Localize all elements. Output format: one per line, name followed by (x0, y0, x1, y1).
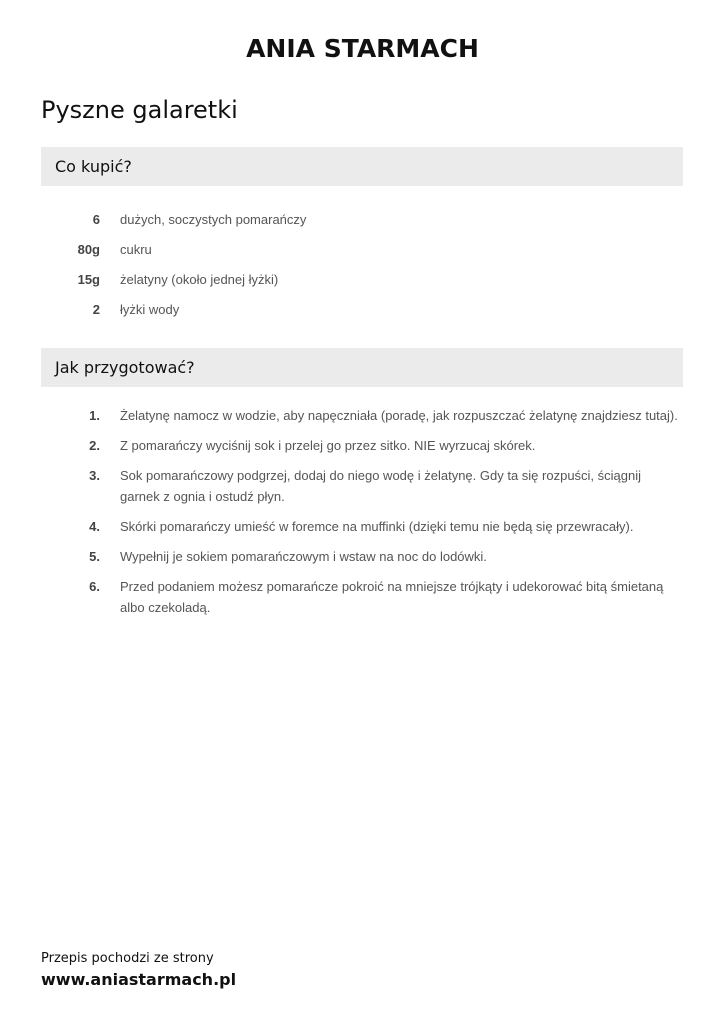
recipe-title: Pyszne galaretki (41, 96, 238, 124)
footer-source-label: Przepis pochodzi ze strony (41, 951, 214, 966)
step-text: Żelatynę namocz w wodzie, aby napęczniała (poradę, jak rozpuszczać żelatynę znajdziesz tutaj). (120, 408, 678, 423)
ingredients-list (41, 204, 683, 324)
step-item (41, 465, 683, 507)
step-number: 3. (89, 468, 100, 483)
step-item (41, 405, 683, 426)
ingredient-quantity: 15g (77, 271, 100, 287)
step-text: Przed podaniem możesz pomarańcze pokroić na mniejsze trójkąty i udekorować bitą śmietaną albo czekoladą. (120, 579, 664, 615)
step-number: 5. (89, 549, 100, 564)
step-item (41, 546, 683, 567)
step-item (41, 576, 683, 618)
steps-section-header: Jak przygotować? (41, 348, 683, 387)
step-number: 2. (89, 438, 100, 453)
step-number: 4. (89, 519, 100, 534)
ingredient-item (41, 204, 683, 234)
step-text: Sok pomarańczowy podgrzej, dodaj do niego wodę i żelatynę. Gdy ta się rozpuści, ściągnij garnek z ognia i ostudź płyn. (120, 468, 642, 504)
ingredient-item (41, 234, 683, 264)
ingredient-item (41, 264, 683, 294)
step-text: Wypełnij je sokiem pomarańczowym i wstaw na noc do lodówki. (120, 549, 487, 564)
brand-title: ANIA STARMACH (246, 34, 479, 63)
ingredient-quantity: 6 (92, 211, 100, 227)
ingredient-name: dużych, soczystych pomarańczy (120, 211, 307, 227)
ingredient-name: cukru (120, 241, 152, 257)
ingredient-name: żelatyny (około jednej łyżki) (120, 271, 279, 287)
ingredient-quantity: 2 (92, 301, 100, 317)
ingredient-name: łyżki wody (120, 301, 180, 317)
steps-list (41, 405, 683, 627)
ingredients-section-header: Co kupić? (41, 147, 683, 186)
step-item (41, 516, 683, 537)
step-number: 6. (89, 579, 100, 594)
footer (41, 949, 236, 991)
ingredient-item (41, 294, 683, 324)
step-item (41, 435, 683, 456)
step-number: 1. (89, 408, 100, 423)
footer-website-link[interactable]: www.aniastarmach.pl (41, 970, 237, 989)
step-text: Skórki pomarańczy umieść w foremce na muffinki (dzięki temu nie będą się przewracały). (120, 519, 634, 534)
ingredient-quantity: 80g (77, 241, 100, 257)
step-text: Z pomarańczy wyciśnij sok i przelej go przez sitko. NIE wyrzucaj skórek. (120, 438, 536, 453)
